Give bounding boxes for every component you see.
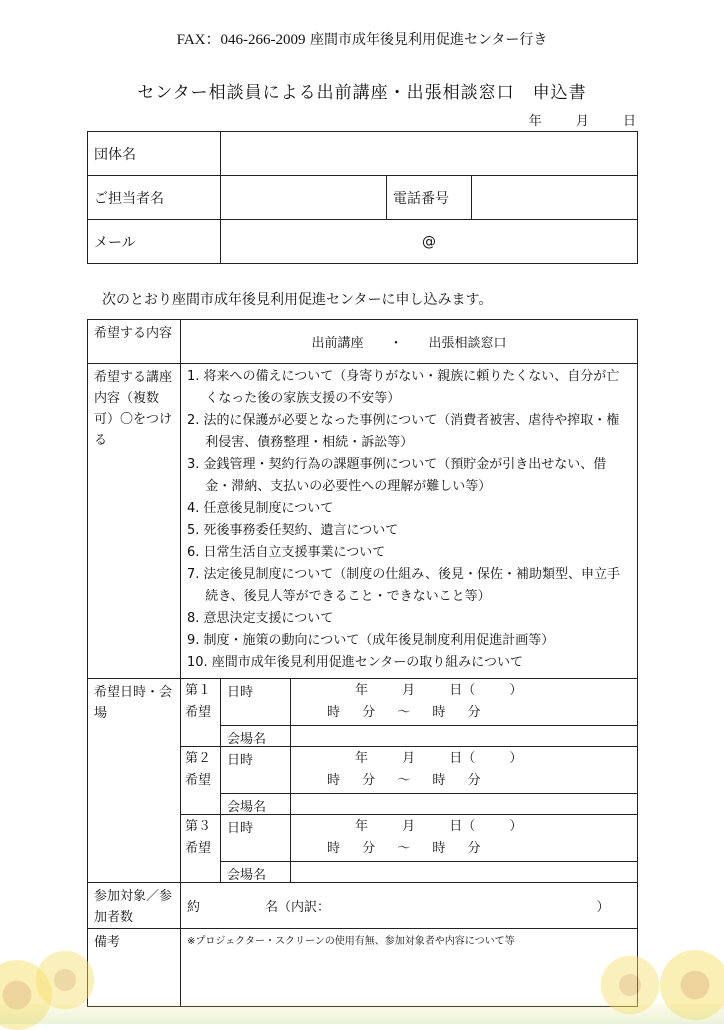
phone-field[interactable] bbox=[472, 176, 638, 220]
course-item-5[interactable]: 5. 死後事務委任契約、遺言について bbox=[187, 523, 399, 538]
date-line-3: 年 月 日（ ） bbox=[355, 819, 523, 834]
content-label: 希望する内容 bbox=[88, 320, 181, 364]
choice-label-3: 第３希望 bbox=[181, 815, 221, 882]
intro-text: 次のとおり座間市成年後見利用促進センターに申し込みます。 bbox=[102, 292, 493, 308]
course-item-1[interactable]: 1. 将来への備えについて（身寄りがない・親族に頼りたくない、自分が亡くなった後の家族支援の不安等） bbox=[187, 369, 620, 406]
content-options[interactable]: 出前講座 ・ 出張相談窓口 bbox=[181, 320, 638, 364]
fax-header bbox=[0, 28, 724, 49]
time-line-1: 時 分 ～ 時 分 bbox=[327, 705, 481, 720]
datetime-label-3: 日時 bbox=[221, 815, 291, 861]
at-sign: @ bbox=[422, 233, 436, 250]
datetime-label-1: 日時 bbox=[221, 679, 291, 725]
course-item-4[interactable]: 4. 任意後見制度について bbox=[187, 501, 334, 516]
course-item-6[interactable]: 6. 日常生活自立支援事業について bbox=[187, 545, 386, 560]
course-item-7[interactable]: 7. 法定後見制度について（制度の仕組み、後見・保佐・補助類型、申立手続き、後見人等ができること・できないこと等） bbox=[187, 567, 621, 604]
course-label: 希望する講座内容（複数可）〇をつける bbox=[88, 364, 181, 679]
datetime-field-1[interactable] bbox=[291, 679, 637, 725]
schedule-cell bbox=[181, 679, 638, 883]
mail-field[interactable] bbox=[221, 220, 638, 264]
time-line-3: 時 分 ～ 時 分 bbox=[327, 841, 481, 856]
datetime-field-2[interactable] bbox=[291, 747, 637, 793]
remarks-note: ※プロジェクター・スクリーンの使用有無、参加対象者や内容について等 bbox=[187, 936, 515, 947]
org-field[interactable] bbox=[221, 132, 638, 176]
choice-label-1: 第１希望 bbox=[181, 679, 221, 746]
contact-label: ご担当者名 bbox=[88, 176, 221, 220]
schedule-choice-3 bbox=[181, 814, 637, 882]
fax-number: 046-266-2009 bbox=[220, 32, 306, 48]
venue-label-3: 会場名 bbox=[221, 862, 291, 882]
fax-prefix: FAX： bbox=[176, 32, 221, 48]
venue-field-1[interactable] bbox=[291, 726, 637, 746]
participants-label: 参加対象／参加者数 bbox=[88, 883, 181, 929]
mail-label: メール bbox=[88, 220, 221, 264]
date-field[interactable]: 年 月 日 bbox=[528, 114, 636, 129]
schedule-choice-1 bbox=[181, 679, 637, 746]
venue-label-2: 会場名 bbox=[221, 794, 291, 814]
schedule-label: 希望日時・会場 bbox=[88, 679, 181, 883]
leaf-border bbox=[0, 1004, 724, 1024]
course-item-2[interactable]: 2. 法的に保護が必要となった事例について（消費者被害、虐待や搾取・権利侵害、債務整理・相続・訴訟等） bbox=[187, 413, 620, 450]
applicant-table bbox=[87, 131, 638, 264]
course-item-10[interactable]: 10. 座間市成年後見利用促進センターの取り組みについて bbox=[187, 655, 524, 670]
schedule-choice-2 bbox=[181, 746, 637, 814]
venue-field-2[interactable] bbox=[291, 794, 637, 814]
datetime-label-2: 日時 bbox=[221, 747, 291, 793]
request-table bbox=[87, 319, 638, 1007]
course-item-3[interactable]: 3. 金銭管理・契約行為の課題事例について（預貯金が引き出せない、借金・滞納、支払いの必要性への理解が難しい等） bbox=[187, 457, 607, 494]
venue-label-1: 会場名 bbox=[221, 726, 291, 746]
date-line-1: 年 月 日（ ） bbox=[355, 683, 523, 698]
date-line-2: 年 月 日（ ） bbox=[355, 751, 523, 766]
remarks-label: 備考 bbox=[88, 929, 181, 1007]
phone-label: 電話番号 bbox=[387, 176, 472, 220]
course-item-9[interactable]: 9. 制度・施策の動向について（成年後見制度利用促進計画等） bbox=[187, 633, 555, 648]
org-label: 団体名 bbox=[88, 132, 221, 176]
fax-destination: 座間市成年後見利用促進センター行き bbox=[305, 32, 548, 48]
sunflower-icon bbox=[35, 950, 95, 1010]
form-title: センター相談員による出前講座・出張相談窓口 申込書 bbox=[137, 83, 587, 103]
contact-field[interactable] bbox=[221, 176, 387, 220]
datetime-field-3[interactable] bbox=[291, 815, 637, 861]
venue-field-3[interactable] bbox=[291, 862, 637, 882]
course-list bbox=[181, 364, 638, 679]
remarks-field[interactable] bbox=[181, 929, 638, 1007]
participants-field[interactable]: 約 名（内訳： ） bbox=[181, 883, 638, 929]
choice-label-2: 第２希望 bbox=[181, 747, 221, 814]
time-line-2: 時 分 ～ 時 分 bbox=[327, 773, 481, 788]
course-item-8[interactable]: 8. 意思決定支援について bbox=[187, 611, 334, 626]
